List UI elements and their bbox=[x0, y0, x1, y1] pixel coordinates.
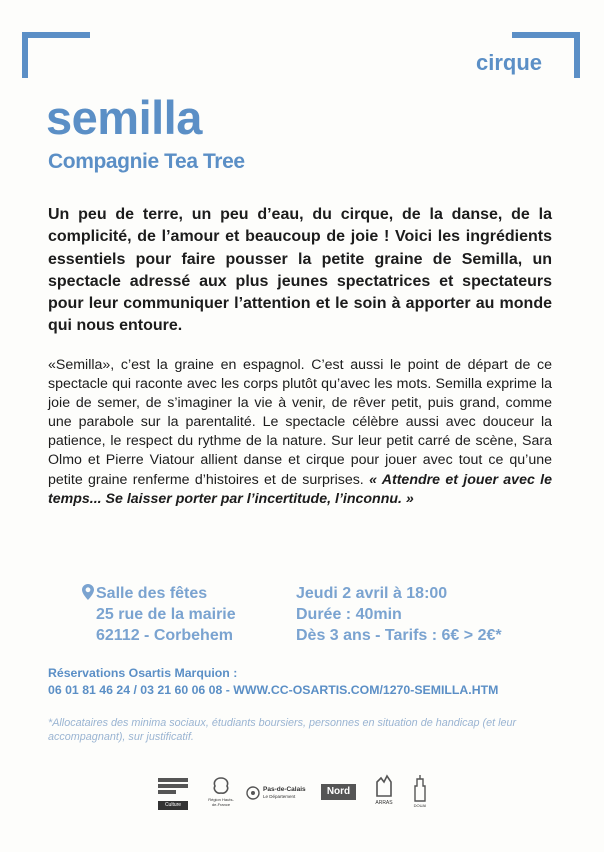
event-date: Jeudi 2 avril à 18:00 bbox=[296, 585, 448, 602]
show-title: semilla bbox=[46, 91, 202, 144]
company-name: Compagnie Tea Tree bbox=[48, 150, 245, 173]
event-age-price: Dès 3 ans - Tarifs : 6€ > 2€* bbox=[296, 627, 502, 644]
description-text: «Semilla», c’est la graine en espagnol. C’est aussi le point de départ de ce spectacle qui raconte avec les corps plutôt qu’avec les mots. Semilla exprime la joie de semer, de s’imaginer la vie à venir, de rêver petit, puis grand, comme une parabole sur la parentalité. Le spectacle célèbre aussi avec douceur la patience, le respect du rythme de la nature. Sur leur petit carré de scène, Sara Olmo et Pierre Viatour allient danse et cirque pour jouer avec tout ce qu’une petite graine renferme d’histoires et de surprises. bbox=[48, 357, 552, 488]
culture-logo bbox=[158, 776, 188, 810]
arras-logo-text: ARRAS bbox=[375, 800, 393, 806]
douai-belfry-icon bbox=[413, 774, 427, 802]
region-logo bbox=[206, 776, 236, 810]
region-emblem-icon bbox=[210, 776, 232, 796]
reservations-block bbox=[48, 665, 498, 699]
venue-city: 62112 - Corbehem bbox=[96, 627, 233, 644]
pas-de-calais-subtext: Le Département bbox=[263, 794, 296, 799]
douai-logo-text: DOUAI bbox=[413, 803, 427, 808]
arras-emblem-icon bbox=[374, 774, 394, 798]
intro-paragraph: Un peu de terre, un peu d’eau, du cirque, de la danse, de la complicité, de l’amour et beaucoup de joie ! Voici les ingrédients essentiels pour faire pousser la petite graine de Semilla, un spectacle adressé aux plus jeunes spectatrices et spectateurs pour leur communiquer l’attention et le soin à apporter au monde qui nous entoure. bbox=[48, 206, 552, 335]
corner-frame-top-left bbox=[22, 32, 90, 78]
venue-name: Salle des fêtes bbox=[96, 585, 208, 602]
pas-de-calais-logo bbox=[246, 785, 312, 801]
region-logo-text: Région Hauts-de-France bbox=[208, 797, 234, 807]
category-label: cirque bbox=[475, 50, 542, 75]
pas-de-calais-text: Pas-de-Calais bbox=[263, 786, 306, 793]
douai-logo bbox=[410, 774, 430, 810]
nord-logo: Nord bbox=[321, 784, 356, 800]
description-quote: « Attendre et jouer avec le temps... Se laisser porter par l’incertitude, l’inconnu. » bbox=[48, 471, 552, 507]
reservations-label: Réservations Osartis Marquion : bbox=[48, 666, 238, 680]
location-pin-icon bbox=[82, 584, 94, 600]
details-block bbox=[296, 583, 502, 646]
description-paragraph bbox=[48, 356, 552, 509]
culture-logo-text: Culture bbox=[158, 801, 188, 810]
pas-de-calais-emblem-icon bbox=[246, 786, 260, 800]
reservations-contact[interactable]: 06 01 81 46 24 / 03 21 60 06 08 - WWW.CC-OSARTIS.COM/1270-SEMILLA.HTM bbox=[48, 683, 499, 697]
event-duration: Durée : 40min bbox=[296, 606, 402, 623]
arras-logo bbox=[369, 774, 399, 810]
venue-block bbox=[96, 583, 236, 646]
price-footnote: *Allocataires des minima sociaux, étudiants boursiers, personnes en situation de handicap (et leur accompagnant), sur justificatif. bbox=[48, 717, 517, 743]
venue-street: 25 rue de la mairie bbox=[96, 606, 236, 623]
